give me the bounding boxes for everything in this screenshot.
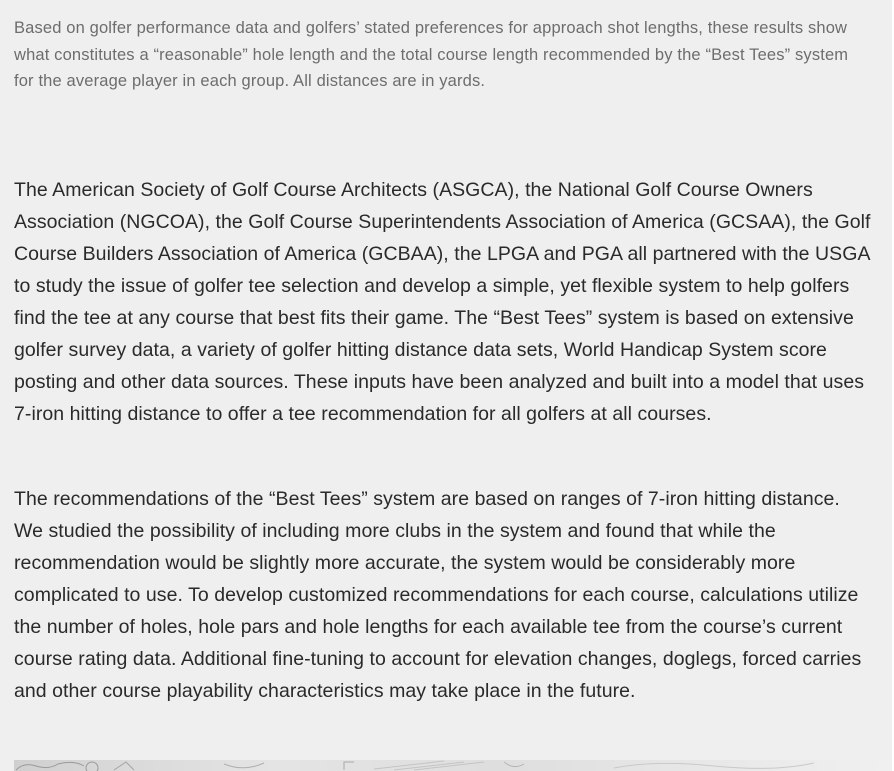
course-sketch-graphic [14, 760, 892, 771]
image-caption: Based on golfer performance data and golfers’ stated preferences for approach shot lengths, these results show what constitutes a “reasonable” hole length and the total course length recommended by the “Best Tees” system for the average player in each group. All distances are in yards. [14, 19, 849, 90]
illustration-image [14, 760, 892, 771]
article-paragraph-partnership: The American Society of Golf Course Architects (ASGCA), the National Golf Course Owners Association (NGCOA), the Golf Course Superintendents Association of America (GCSAA), the Golf Course Builders Association of America (GCBAA), the LPGA and PGA all partnered with the USGA to study the issue of golfer tee selection and develop a simple, yet flexible system to help golfers find the tee at any course that best fits their game. The “Best Tees” system is based on extensive golfer survey data, a variety of golfer hitting distance data sets, World Handicap System score posting and other data sources. These inputs have been analyzed and built into a model that uses 7-iron hitting distance to offer a tee recommendation for all golfers at all courses. [14, 179, 871, 425]
article-paragraph-recommendations: The recommendations of the “Best Tees” system are based on ranges of 7-iron hitting distance. We studied the possibility of including more clubs in the system and found that while the recommendation would be slightly more accurate, the system would be considerably more complicated to use. To develop customized recommendations for each course, calculations utilize the number of holes, hole pars and hole lengths for each available tee from the course’s current course rating data. Additional fine-tuning to account for elevation changes, doglegs, forced carries and other course playability characteristics may take place in the future. [14, 488, 862, 702]
